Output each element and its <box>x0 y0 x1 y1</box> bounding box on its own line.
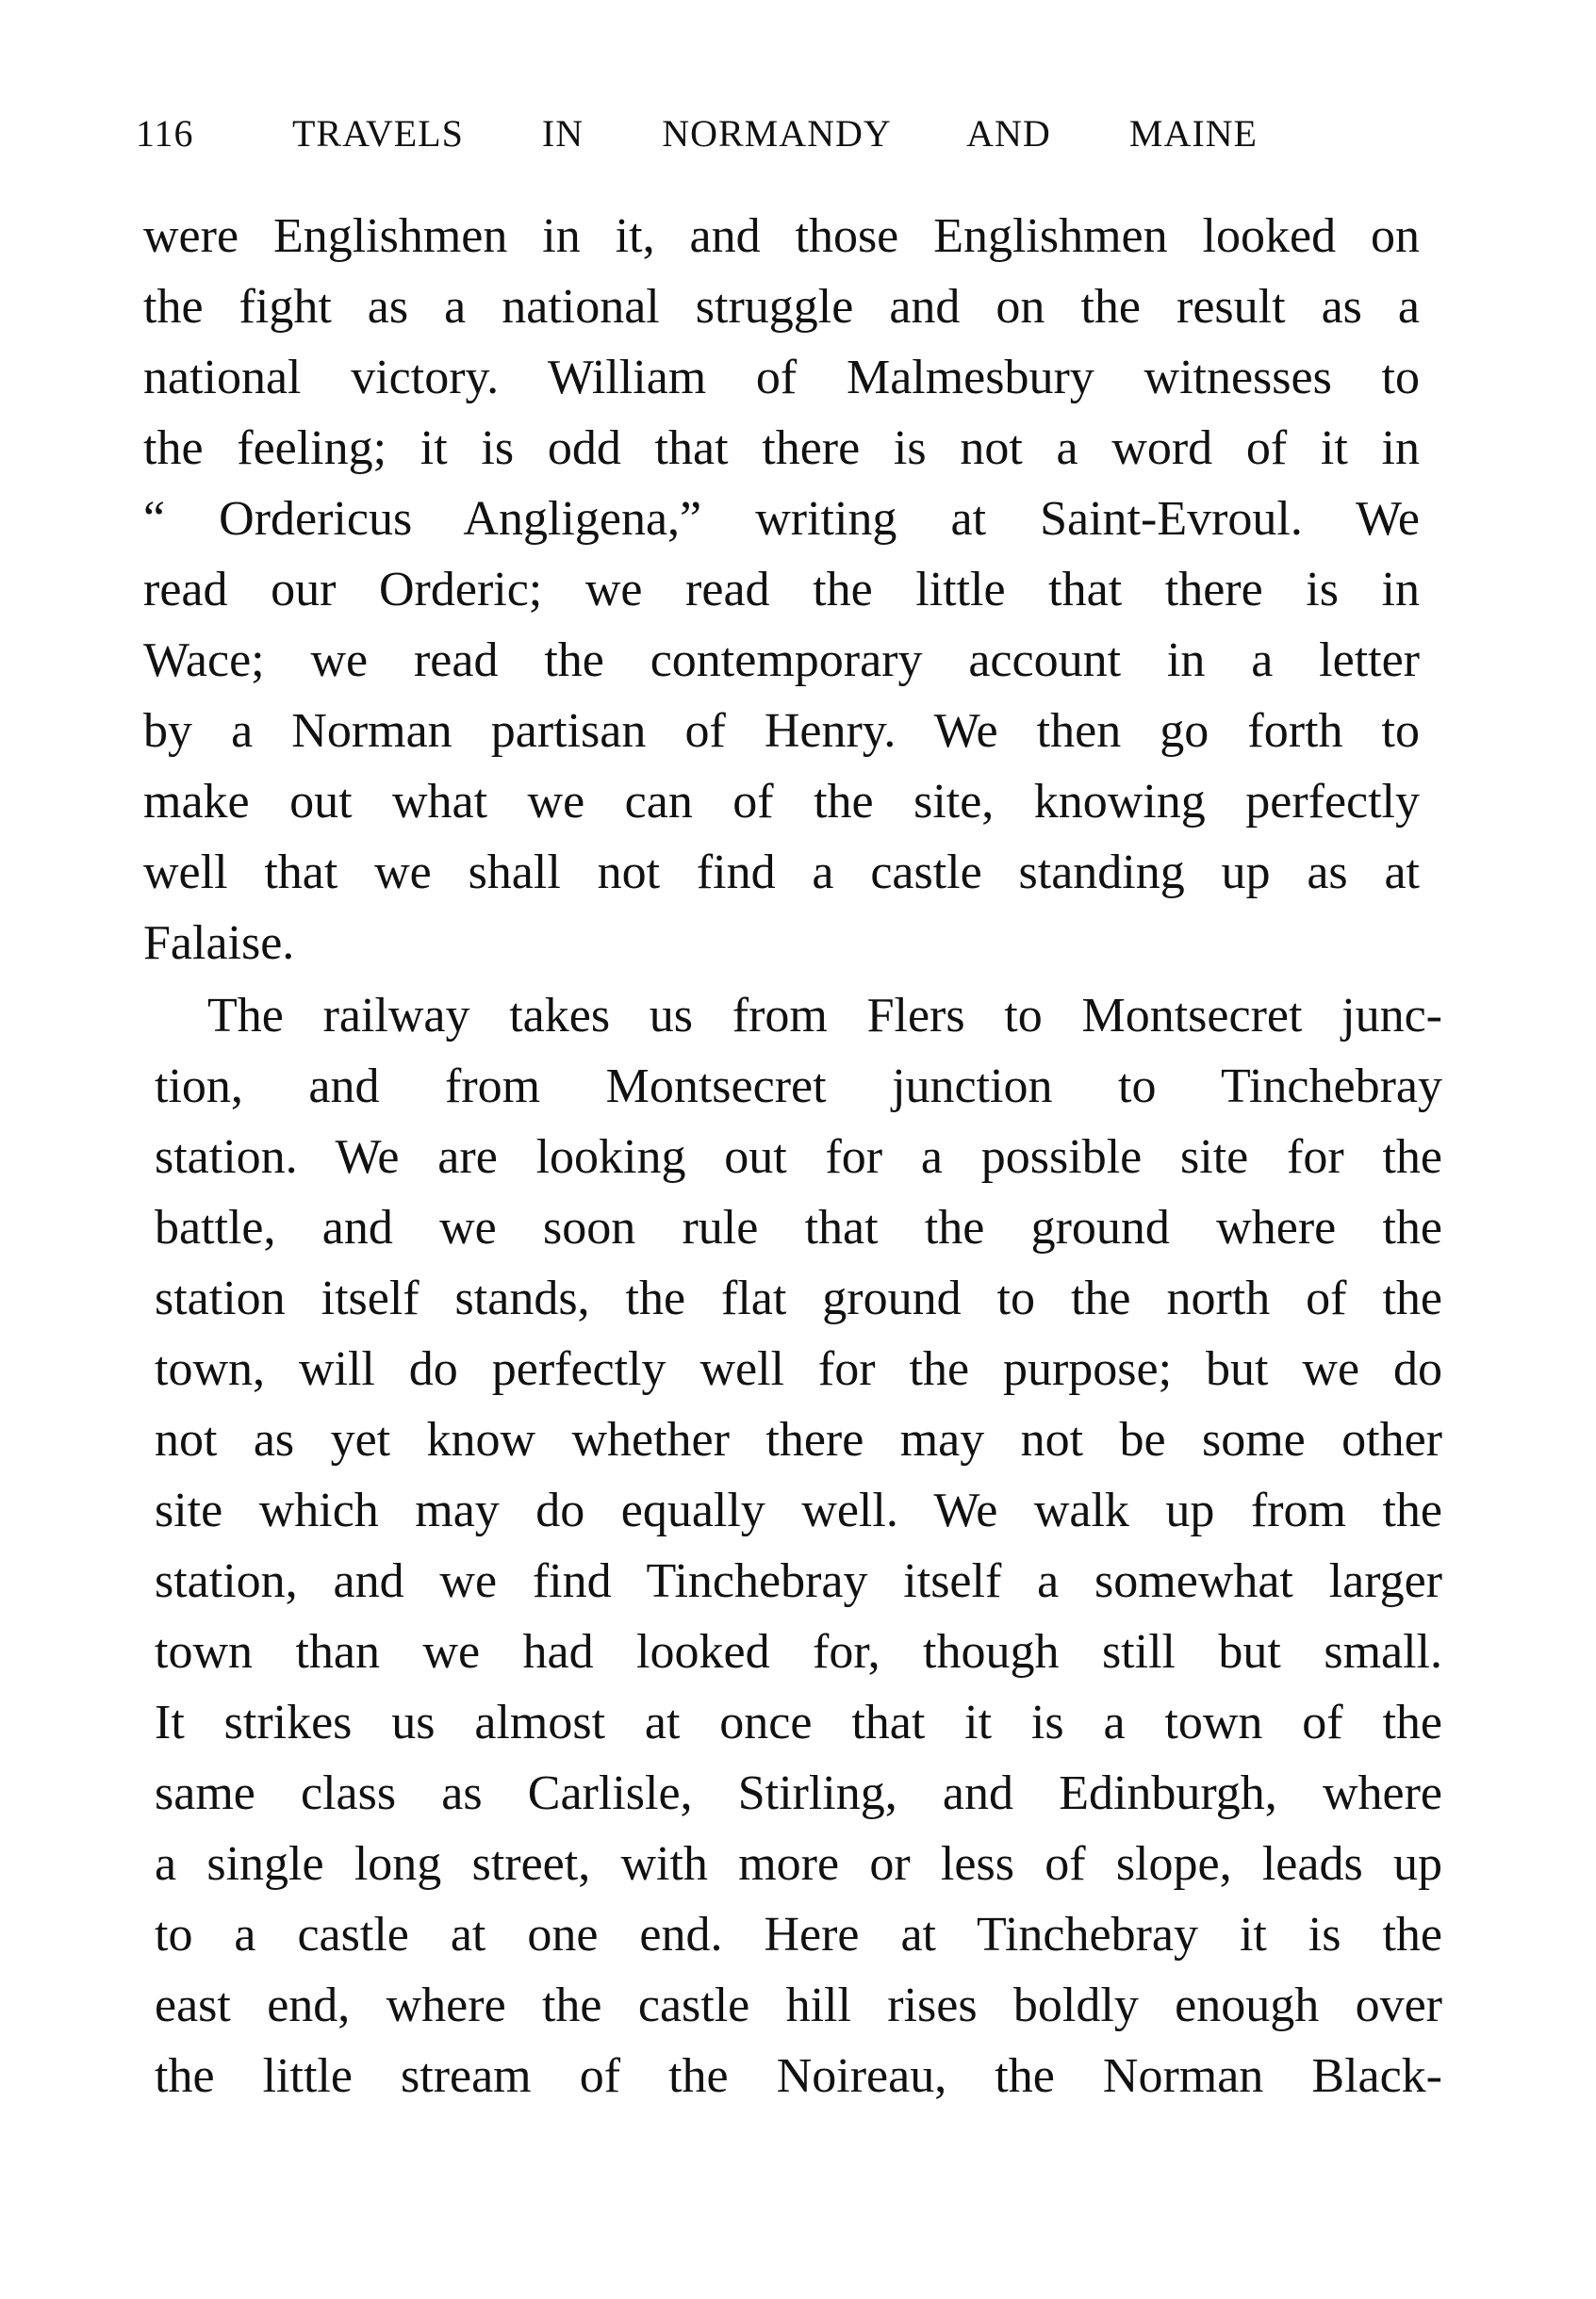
text-line: station. We are looking out for a possible site for the <box>155 1130 1442 1184</box>
text-line: “ Ordericus Angligena,” writing at Saint-Evroul. We <box>143 492 1420 546</box>
text-line: station itself stands, the flat ground to the north of the <box>155 1272 1442 1325</box>
running-header <box>136 111 1258 158</box>
paragraph-1 <box>143 207 1420 985</box>
text-line: tion, and from Montsecret junction to Tinchebray <box>155 1059 1442 1113</box>
text-line: battle, and we soon rule that the ground where the <box>155 1201 1442 1255</box>
text-line: well that we shall not find a castle standing up as at <box>143 846 1420 899</box>
text-line: the fight as a national struggle and on the result as a <box>143 280 1420 334</box>
paragraph-2 <box>155 987 1442 2118</box>
text-line: the little stream of the Noireau, the Norman Black- <box>155 2049 1442 2103</box>
text-line: same class as Carlisle, Stirling, and Edinburgh, where <box>155 1766 1442 1820</box>
text-line: site which may do equally well. We walk up from the <box>155 1484 1442 1537</box>
page-number: 116 <box>136 112 194 155</box>
text-line: by a Norman partisan of Henry. We then go forth to <box>143 704 1420 758</box>
text-line: Falaise. <box>143 916 295 970</box>
text-line: town, will do perfectly well for the purpose; but we do <box>155 1342 1442 1396</box>
text-line: Wace; we read the contemporary account in a letter <box>143 633 1420 687</box>
text-line: to a castle at one end. Here at Tinchebray it is the <box>155 1908 1442 1962</box>
text-line: station, and we find Tinchebray itself a somewhat larger <box>155 1554 1442 1608</box>
text-line: were Englishmen in it, and those Englishmen looked on <box>143 209 1420 263</box>
text-line: a single long street, with more or less of slope, leads up <box>155 1837 1442 1891</box>
text-line: town than we had looked for, though still but small. <box>155 1625 1442 1679</box>
text-line: the feeling; it is odd that there is not a word of it in <box>143 421 1420 475</box>
text-line: make out what we can of the site, knowing perfectly <box>143 775 1420 829</box>
text-line: The railway takes us from Flers to Montsecret junc- <box>207 989 1442 1043</box>
text-line: It strikes us almost at once that it is a town of the <box>155 1696 1442 1749</box>
text-line: read our Orderic; we read the little that there is in <box>143 563 1420 616</box>
text-line: not as yet know whether there may not be some other <box>155 1413 1442 1467</box>
text-line: east end, where the castle hill rises boldly enough over <box>155 1979 1442 2032</box>
running-title: TRAVELS IN NORMANDY AND MAINE <box>292 112 1258 155</box>
text-line: national victory. William of Malmesbury witnesses to <box>143 351 1420 404</box>
